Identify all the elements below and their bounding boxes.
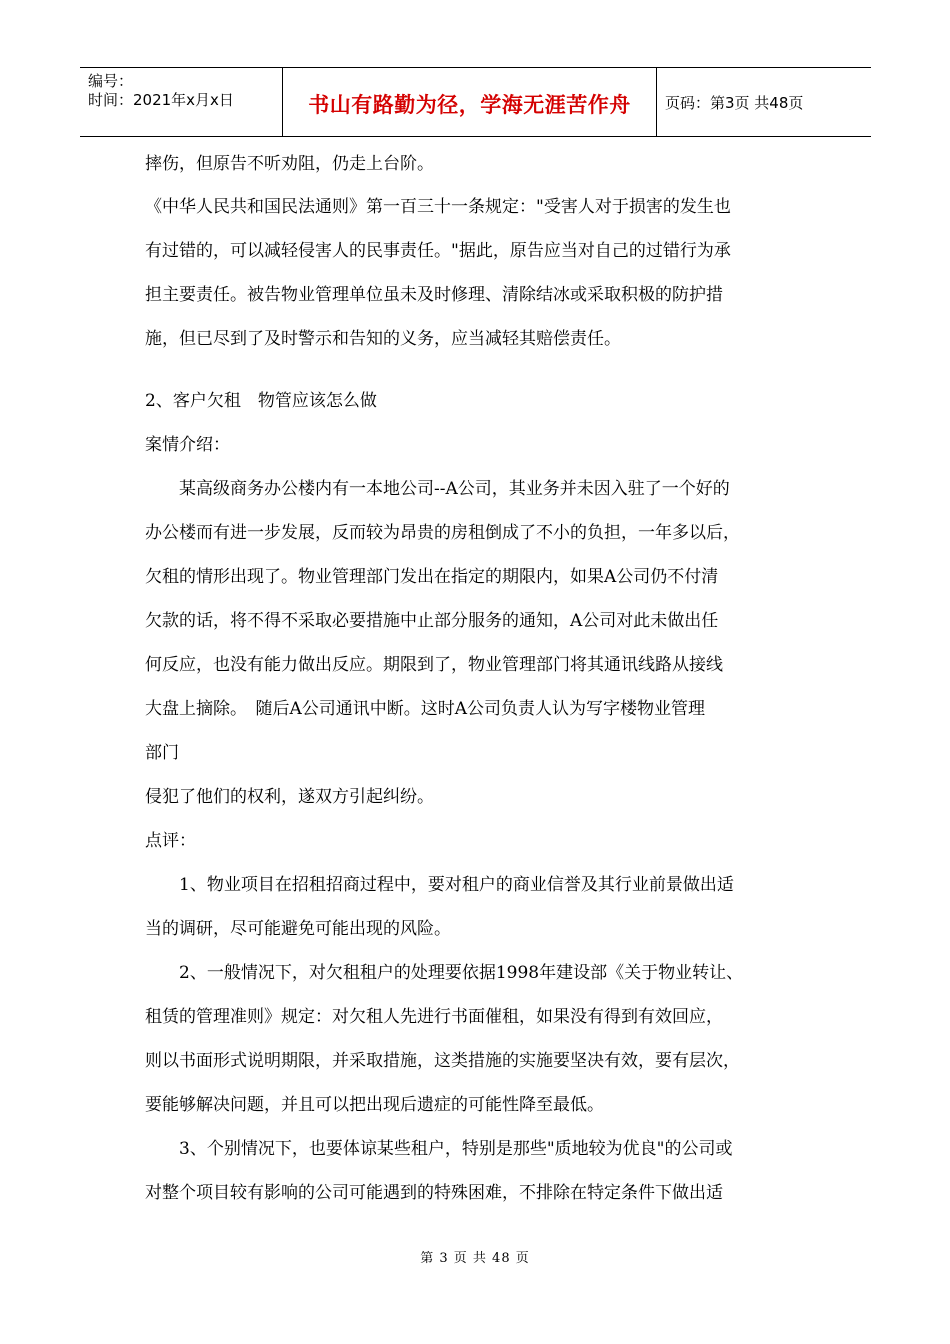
- paragraph: 3、个别情况下，也要体谅某些租户，特别是那些"质地较为优良"的公司或: [179, 1139, 733, 1159]
- motto: 书山有路勤为径，学海无涯苦作舟: [308, 93, 631, 117]
- section-heading: 2、客户欠租 物管应该怎么做: [145, 391, 377, 411]
- paragraph: 则以书面形式说明期限，并采取措施，这类措施的实施要坚决有效，要有层次，: [145, 1051, 740, 1071]
- paragraph: 《中华人民共和国民法通则》第一百三十一条规定："受害人对于损害的发生也: [145, 197, 731, 217]
- paragraph: 租赁的管理准则》规定：对欠租人先进行书面催租，如果没有得到有效回应，: [145, 1007, 723, 1027]
- header-motto-cell: [283, 68, 657, 136]
- paragraph: 摔伤，但原告不听劝阻，仍走上台阶。: [145, 154, 434, 174]
- subheading: 案情介绍：: [145, 435, 230, 455]
- spacer: [145, 361, 820, 379]
- paragraph: 担主要责任。被告物业管理单位虽未及时修理、清除结冰或采取积极的防护措: [145, 285, 723, 305]
- header-table: [80, 67, 871, 137]
- document-body: [145, 147, 820, 1215]
- paragraph: 欠款的话，将不得不采取必要措施中止部分服务的通知，A公司对此未做出任: [145, 611, 719, 631]
- paragraph: 侵犯了他们的权利，遂双方引起纠纷。: [145, 787, 434, 807]
- paragraph: 大盘上摘除。 随后A公司通讯中断。这时A公司负责人认为写字楼物业管理: [145, 699, 706, 719]
- paragraph: 1、物业项目在招租招商过程中，要对租户的商业信誉及其行业前景做出适: [179, 875, 734, 895]
- page-footer: 第 3 页 共 48 页: [420, 1251, 530, 1266]
- paragraph: 要能够解决问题，并且可以把出现后遗症的可能性降至最低。: [145, 1095, 604, 1115]
- number-label: 编号：: [88, 72, 134, 90]
- paragraph: 部门: [145, 743, 179, 763]
- paragraph: 当的调研，尽可能避免可能出现的风险。: [145, 919, 451, 939]
- subheading: 点评：: [145, 831, 196, 851]
- header-left-cell: [80, 68, 283, 136]
- time-label: 时间：2021年x月x日: [88, 91, 234, 109]
- paragraph: 办公楼而有进一步发展，反而较为昂贵的房租倒成了不小的负担，一年多以后，: [145, 523, 740, 543]
- page-label: 页码：第3页 共48页: [665, 93, 804, 112]
- paragraph: 2、一般情况下，对欠租租户的处理要依据1998年建设部《关于物业转让、: [179, 963, 744, 983]
- paragraph: 欠租的情形出现了。物业管理部门发出在指定的期限内，如果A公司仍不付清: [145, 567, 719, 587]
- header-page-cell: [657, 68, 871, 136]
- paragraph: 施，但已尽到了及时警示和告知的义务，应当减轻其赔偿责任。: [145, 329, 621, 349]
- paragraph: 对整个项目较有影响的公司可能遇到的特殊困难，不排除在特定条件下做出适: [145, 1183, 723, 1203]
- paragraph: 某高级商务办公楼内有一本地公司--A公司，其业务并未因入驻了一个好的: [179, 479, 730, 499]
- paragraph: 有过错的，可以减轻侵害人的民事责任。"据此，原告应当对自己的过错行为承: [145, 241, 731, 261]
- paragraph: 何反应，也没有能力做出反应。期限到了，物业管理部门将其通讯线路从接线: [145, 655, 723, 675]
